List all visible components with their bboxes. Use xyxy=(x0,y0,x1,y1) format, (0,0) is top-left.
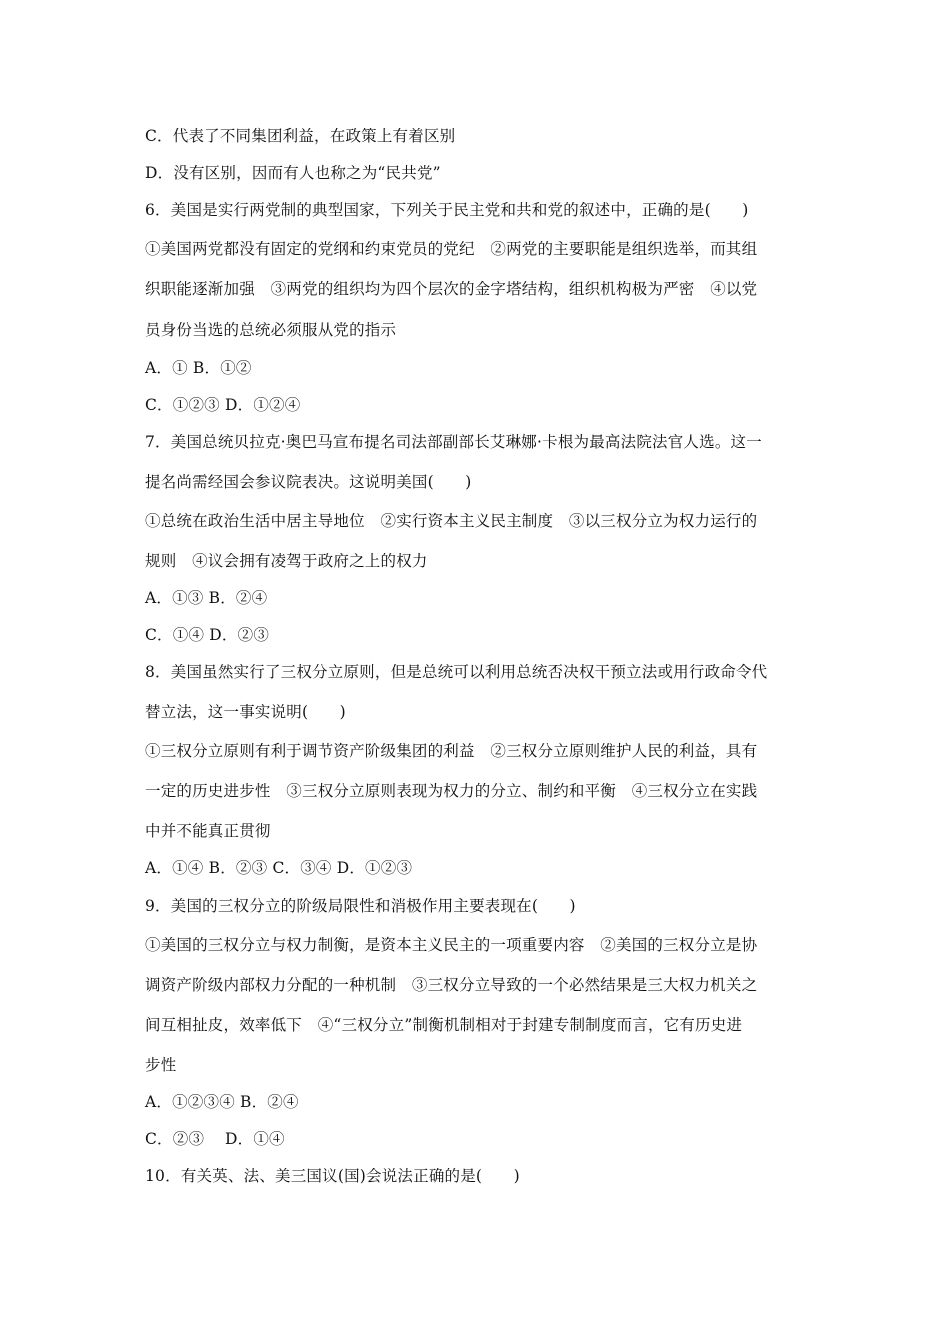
q8-stem-line-2: 替立法，这一事实说明( ) xyxy=(145,703,346,721)
q8-statements-line-2: 一定的历史进步性 ③三权分立原则表现为权力的分立、制约和平衡 ④三权分立在实践 xyxy=(145,782,758,800)
q5-option-d: D．没有区别，因而有人也称之为“民共党” xyxy=(145,164,441,182)
q6-stem: 6．美国是实行两党制的典型国家，下列关于民主党和共和党的叙述中，正确的是( ) xyxy=(145,201,749,219)
q6-statements-line-2: 织职能逐渐加强 ③两党的组织均为四个层次的金字塔结构，组织机构极为严密 ④以党 xyxy=(145,280,758,298)
q7-stem-line-2: 提名尚需经国会参议院表决。这说明美国( ) xyxy=(145,473,472,491)
q6-options-ab: A．① B．①② xyxy=(145,359,252,377)
q7-options-cd: C．①④ D．②③ xyxy=(145,626,270,644)
q8-statements-line-3: 中并不能真正贯彻 xyxy=(145,822,271,840)
q7-options-ab: A．①③ B．②④ xyxy=(145,589,268,607)
q8-statements-line-1: ①三权分立原则有利于调节资产阶级集团的利益 ②三权分立原则维护人民的利益，具有 xyxy=(145,742,758,760)
q8-options: A．①④ B．②③ C．③④ D．①②③ xyxy=(145,859,413,877)
q8-stem-line-1: 8．美国虽然实行了三权分立原则，但是总统可以利用总统否决权干预立法或用行政命令代 xyxy=(145,663,768,681)
q7-statements-line-1: ①总统在政治生活中居主导地位 ②实行资本主义民主制度 ③以三权分立为权力运行的 xyxy=(145,512,758,530)
q6-statements-line-3: 员身份当选的总统必须服从党的指示 xyxy=(145,321,397,339)
q9-statements-line-4: 步性 xyxy=(145,1056,177,1074)
q7-statements-line-2: 规则 ④议会拥有凌驾于政府之上的权力 xyxy=(145,552,428,570)
q9-stem: 9．美国的三权分立的阶级局限性和消极作用主要表现在( ) xyxy=(145,897,576,915)
q9-statements-line-1: ①美国的三权分立与权力制衡，是资本主义民主的一项重要内容 ②美国的三权分立是协 xyxy=(145,936,758,954)
q6-options-cd: C．①②③ D．①②④ xyxy=(145,396,301,414)
q9-statements-line-3: 间互相扯皮，效率低下 ④“三权分立”制衡机制相对于封建专制制度而言，它有历史进 xyxy=(145,1016,743,1034)
q9-options-ab: A．①②③④ B．②④ xyxy=(145,1093,299,1111)
q9-options-cd: C．②③ D．①④ xyxy=(145,1130,285,1148)
q10-stem: 10．有关英、法、美三国议(国)会说法正确的是( ) xyxy=(145,1167,520,1185)
q6-statements-line-1: ①美国两党都没有固定的党纲和约束党员的党纪 ②两党的主要职能是组织选举，而其组 xyxy=(145,240,758,258)
q5-option-c: C．代表了不同集团利益，在政策上有着区别 xyxy=(145,127,456,145)
q9-statements-line-2: 调资产阶级内部权力分配的一种机制 ③三权分立导致的一个必然结果是三大权力机关之 xyxy=(145,976,758,994)
q7-stem-line-1: 7．美国总统贝拉克·奥巴马宣布提名司法部副部长艾琳娜·卡根为最高法院法官人选。这一 xyxy=(145,433,762,451)
